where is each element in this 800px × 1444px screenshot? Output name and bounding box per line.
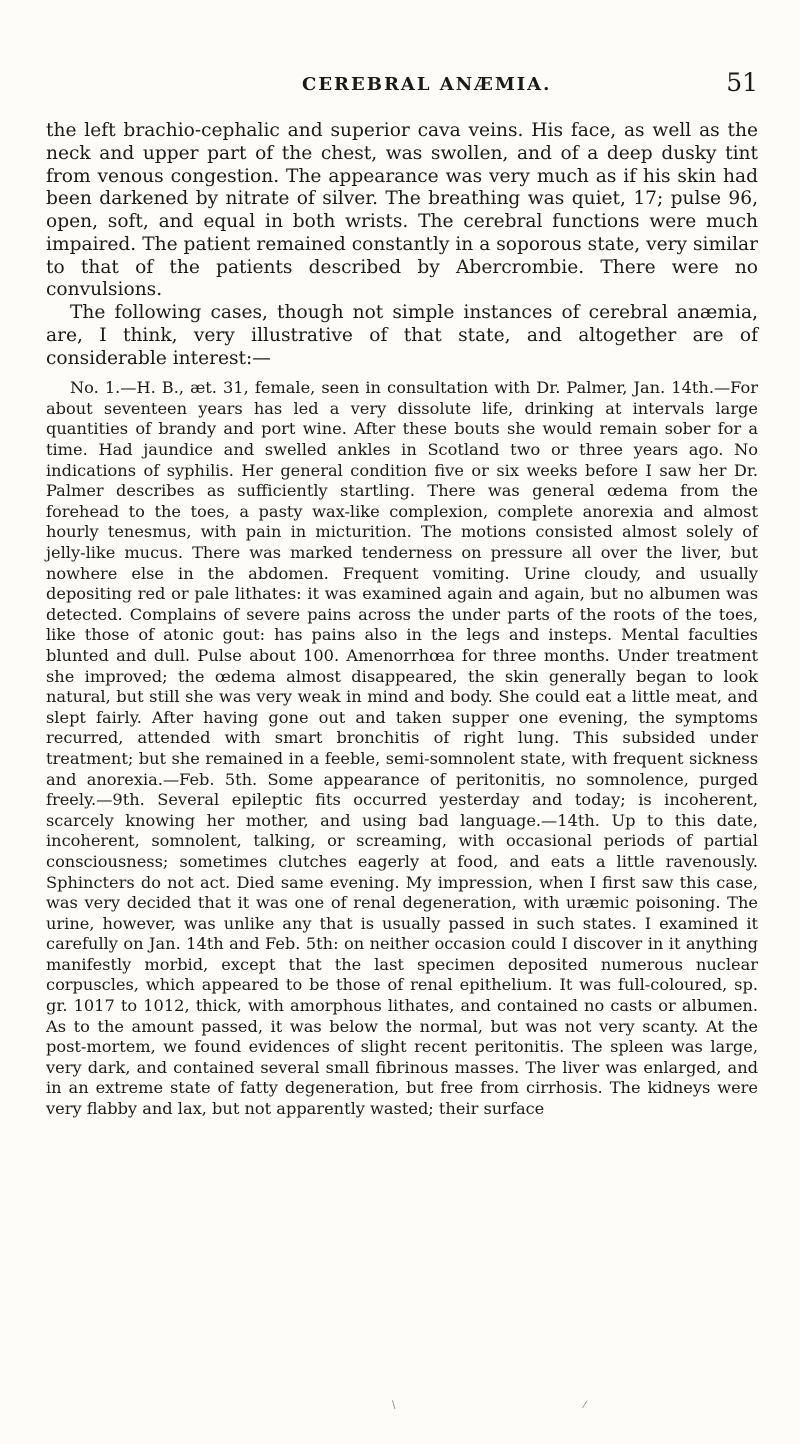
- printer-mark: \: [392, 1400, 396, 1411]
- running-head: [46, 68, 758, 104]
- printer-marks: [0, 1400, 800, 1412]
- page-number: 51: [726, 68, 758, 97]
- printer-mark: ⁄: [584, 1400, 586, 1411]
- page-body: [46, 120, 758, 1120]
- running-title: CEREBRAL ANÆMIA.: [302, 74, 552, 95]
- paragraph: The following cases, though not simple instances of cerebral anæmia, are, I think, very illustrative of that state, and altogether are of considerable interest:—: [46, 302, 758, 369]
- paragraph: the left brachio-cephalic and superior cava veins. His face, as well as the neck and upper part of the chest, was swollen, and of a deep dusky tint from venous congestion. The appearance was very much as if his skin had been darkened by nitrate of silver. The breathing was quiet, 17; pulse 96, open, soft, and equal in both wrists. The cerebral functions were much impaired. The patient remained constantly in a soporous state, very similar to that of the patients described by Abercrombie. There were no convulsions.: [46, 120, 758, 301]
- case-report: No. 1.—H. B., æt. 31, female, seen in consultation with Dr. Palmer, Jan. 14th.—For about seventeen years has led a very dissolute life, drinking at intervals large quantities of brandy and port wine. After these bouts she would remain sober for a time. Had jaundice and swelled ankles in Scotland two or three years ago. No indications of syphilis. Her general condition five or six weeks before I saw her Dr. Palmer describes as sufficiently startling. There was general œdema from the forehead to the toes, a pasty wax-like complexion, complete anorexia and almost hourly tenesmus, with pain in micturition. The motions consisted almost solely of jelly-like mucus. There was marked tenderness on pressure all over the liver, but nowhere else in the abdomen. Frequent vomiting. Urine cloudy, and usually depositing red or pale lithates: it was examined again and again, but no albumen was detected. Complains of severe pains across the under parts of the roots of the toes, like those of atonic gout: has pains also in the legs and insteps. Mental faculties blunted and dull. Pulse about 100. Amenorrhœa for three months. Under treatment she improved; the œdema almost disappeared, the skin generally began to look natural, but still she was very weak in mind and body. She could eat a little meat, and slept fairly. After having gone out and taken supper one evening, the symptoms recurred, attended with smart bronchitis of right lung. This subsided under treatment; but she remained in a feeble, semi-somnolent state, with frequent sickness and anorexia.—Feb. 5th. Some appearance of peritonitis, no somnolence, purged freely.—9th. Several epileptic fits occurred yesterday and today; is incoherent, scarcely knowing her mother, and using bad language.—14th. Up to this date, incoherent, somnolent, talking, or screaming, with occasional periods of partial consciousness; sometimes clutches eagerly at food, and eats a little ravenously. Sphincters do not act. Died same evening. My impression, when I first saw this case, was very decided that it was one of renal degeneration, with uræmic poisoning. The urine, however, was unlike any that is usually passed in such states. I examined it carefully on Jan. 14th and Feb. 5th: on neither occasion could I discover in it anything manifestly morbid, except that the last specimen deposited numerous nuclear corpuscles, which appeared to be those of renal epithelium. It was full-coloured, sp. gr. 1017 to 1012, thick, with amorphous lithates, and contained no casts or albumen. As to the amount passed, it was below the normal, but was not very scanty. At the post-mortem, we found evidences of slight recent peritonitis. The spleen was large, very dark, and contained several small fibrinous masses. The liver was enlarged, and in an extreme state of fatty degeneration, but free from cirrhosis. The kidneys were very flabby and lax, but not apparently wasted; their surface: [46, 378, 758, 1119]
